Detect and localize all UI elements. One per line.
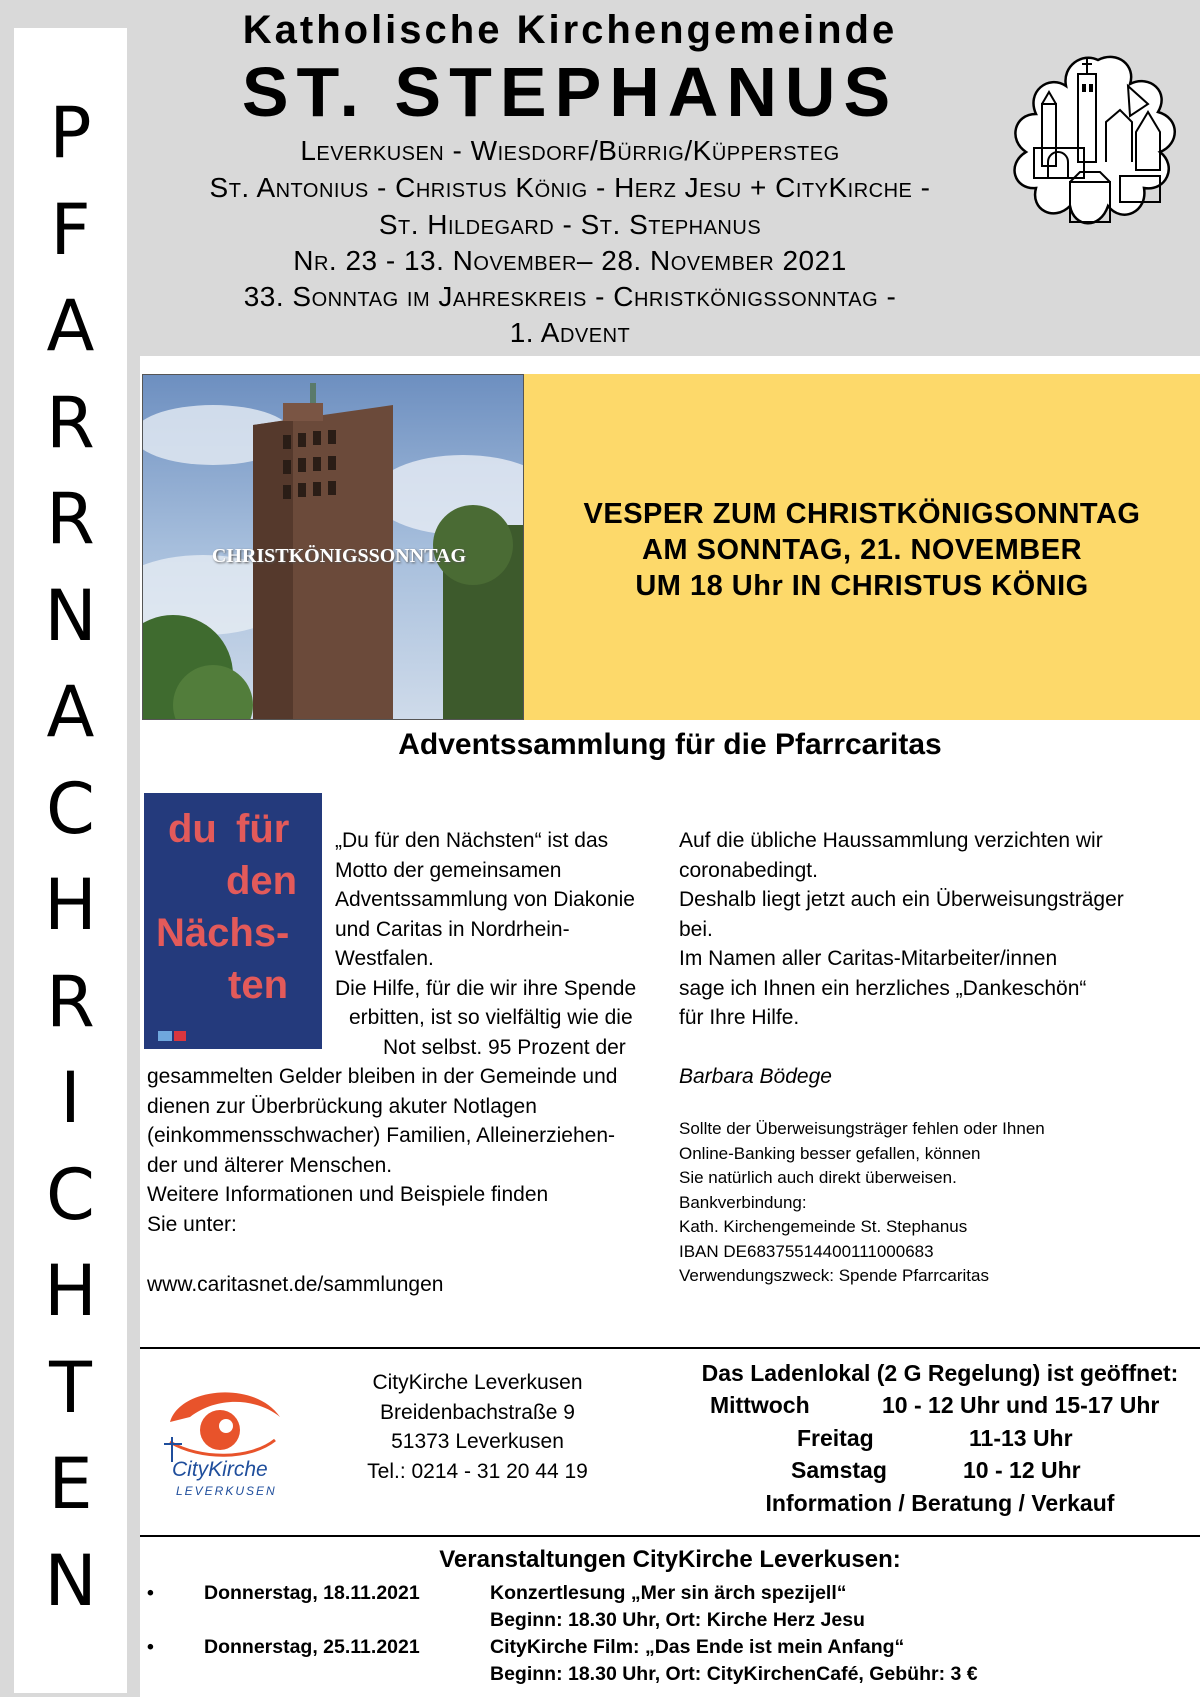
event-bullet: • (147, 1636, 154, 1658)
text-line: Weitere Informationen und Beispiele finden (147, 1183, 549, 1206)
event-date: Donnerstag, 18.11.2021 (204, 1582, 420, 1604)
bank-line: Kath. Kirchengemeinde St. Stephanus (679, 1217, 968, 1236)
advent-poster (144, 793, 322, 1049)
citykirche-address (340, 1368, 615, 1486)
poster-word: du (168, 807, 217, 851)
sidebar-letter: A (46, 671, 95, 753)
text-line: Not selbst. 95 Prozent der (383, 1035, 626, 1059)
bank-line: Verwendungszweck: Spende Pfarrcaritas (679, 1266, 989, 1285)
sidebar-letter: N (44, 575, 97, 657)
hours-time: 11-13 Uhr (969, 1425, 1073, 1451)
text-line: Deshalb liegt jetzt auch ein Überweisungsträger (679, 888, 1124, 911)
citykirche-logo (160, 1382, 285, 1502)
parish-logo-icon (1008, 52, 1188, 242)
text-line: gesammelten Gelder bleiben in der Gemeinde und (147, 1065, 618, 1088)
address-line: Breidenbachstraße 9 (380, 1400, 575, 1424)
bank-line: IBAN DE68375514400111000683 (679, 1241, 934, 1261)
poster-word: ten (228, 963, 288, 1007)
text-line: erbitten, ist so vielfältig wie die (349, 1006, 633, 1029)
sidebar-letter: T (49, 1347, 92, 1429)
vesper-line: AM SONNTAG, 21. NOVEMBER (641, 534, 1083, 566)
text-line: coronabedingt. (679, 858, 818, 882)
bank-line: Bankverbindung: (679, 1192, 807, 1212)
sidebar-letter: A (46, 285, 95, 367)
logo-subtext: LEVERKUSEN (176, 1484, 277, 1498)
hours-day: Freitag (797, 1425, 874, 1451)
text-line: Auf die übliche Haussammlung verzichten wir (679, 829, 1103, 852)
event-date: Donnerstag, 25.11.2021 (204, 1636, 420, 1658)
bank-details (679, 1117, 1189, 1289)
eye-logo-icon (160, 1382, 285, 1462)
text-line: Motto der gemeinsamen (335, 858, 562, 882)
text-line: Die Hilfe, für die wir ihre Spende (335, 976, 637, 1000)
vesper-line: UM 18 Uhr IN CHRISTUS KÖNIG (635, 570, 1089, 602)
location-line: Leverkusen - Wiesdorf/Bürrig/Küppersteg (300, 135, 840, 166)
advent-line: 1. Advent (509, 317, 631, 348)
bank-line: Sollte der Überweisungsträger fehlen oder Ihnen (679, 1119, 1045, 1138)
caritas-link[interactable]: www.caritasnet.de/sammlungen (147, 1273, 444, 1296)
vesper-announcement (524, 496, 1200, 604)
text-line: (einkommensschwacher) Familien, Alleinerziehen- (147, 1124, 616, 1147)
address-line: 51373 Leverkusen (391, 1430, 564, 1453)
sidebar-letter: C (46, 768, 95, 850)
sidebar-letter: N (44, 1540, 97, 1622)
hours-title: Das Ladenlokal (2 G Regelung) ist geöffnet: (701, 1360, 1179, 1386)
vesper-banner (524, 374, 1200, 720)
event-details: Beginn: 18.30 Uhr, Ort: CityKirchenCafé, Gebühr: 3 € (490, 1663, 978, 1685)
parish-name: ST. STEPHANUS (241, 53, 899, 131)
sidebar (0, 0, 140, 1697)
hours-time: 10 - 12 Uhr und 15-17 Uhr (882, 1392, 1160, 1418)
text-line: Sie unter: (147, 1212, 237, 1236)
sidebar-letter: E (48, 1443, 93, 1525)
sidebar-letter: H (44, 864, 97, 946)
parish-label: Katholische Kirchengemeinde (242, 8, 898, 52)
sidebar-letter: R (46, 382, 95, 464)
bank-line: Online-Banking besser gefallen, können (679, 1143, 981, 1163)
churches-line-1: St. Antonius - Christus König - Herz Jesu + CityKirche - (209, 172, 931, 203)
event-title: CityKirche Film: „Das Ende ist mein Anfang“ (490, 1636, 905, 1658)
text-line: Im Namen aller Caritas-Mitarbeiter/innen (679, 947, 1058, 970)
sidebar-letter: P (49, 92, 92, 174)
advent-title: Adventssammlung für die Pfarrcaritas (398, 728, 942, 761)
signature: Barbara Bödege (679, 1065, 832, 1088)
text-line: sage ich Ihnen ein herzliches „Dankeschön“ (679, 976, 1087, 1000)
poster-logo-icon (158, 1031, 172, 1041)
hours-day: Samstag (791, 1457, 887, 1483)
address-line: Tel.: 0214 - 31 20 44 19 (367, 1459, 588, 1483)
text-line: für Ihre Hilfe. (679, 1006, 800, 1029)
hours-time: 10 - 12 Uhr (963, 1457, 1081, 1483)
church-tower-photo (142, 374, 524, 720)
text-line: dienen zur Überbrückung akuter Notlagen (147, 1094, 537, 1118)
sunday-line: 33. Sonntag im Jahreskreis - Christkönigssonntag - (243, 281, 897, 312)
logo-text: CityKirche (172, 1458, 268, 1481)
text-line: Westfalen. (335, 947, 434, 970)
event-details: Beginn: 18.30 Uhr, Ort: Kirche Herz Jesu (490, 1609, 865, 1631)
masthead (140, 0, 1200, 356)
address-line: CityKirche Leverkusen (372, 1371, 583, 1394)
sidebar-letter: R (46, 961, 95, 1043)
sidebar-title (14, 28, 127, 1693)
text-line: Adventssammlung von Diakonie (335, 888, 635, 911)
bank-line: Sie natürlich auch direkt überweisen. (679, 1168, 957, 1187)
hours-footer: Information / Beratung / Verkauf (765, 1490, 1115, 1516)
sidebar-letter: H (44, 1250, 97, 1332)
sidebar-letter: R (46, 478, 95, 560)
events-title: Veranstaltungen CityKirche Leverkusen: (439, 1546, 901, 1573)
poster-word: den (226, 859, 298, 903)
issue-line: Nr. 23 - 13. November– 28. November 2021 (293, 245, 847, 276)
event-bullet: • (147, 1582, 154, 1604)
photo-caption: CHRISTKÖNIGSSONNTAG (211, 545, 467, 567)
text-line: und Caritas in Nordrhein- (335, 917, 570, 941)
advent-text-wide (147, 1062, 677, 1239)
sidebar-letter: F (50, 189, 91, 271)
poster-word: für (236, 807, 290, 851)
vesper-line: VESPER ZUM CHRISTKÖNIGSONNTAG (583, 498, 1141, 530)
poster-cross-icon (174, 1031, 186, 1041)
advent-text-narrow (335, 826, 665, 1062)
text-line: bei. (679, 917, 713, 941)
poster-word: Nächs- (156, 911, 290, 955)
advent-text-right (679, 826, 1189, 1033)
hours-day: Mittwoch (710, 1392, 810, 1418)
text-line: „Du für den Nächsten“ ist das (335, 829, 609, 852)
churches-line-2: St. Hildegard - St. Stephanus (378, 209, 762, 240)
text-line: der und älterer Menschen. (147, 1153, 393, 1177)
sidebar-letter: I (60, 1057, 81, 1139)
event-title: Konzertlesung „Mer sin ärch spezijell“ (490, 1582, 847, 1604)
sidebar-letter: C (46, 1154, 95, 1236)
